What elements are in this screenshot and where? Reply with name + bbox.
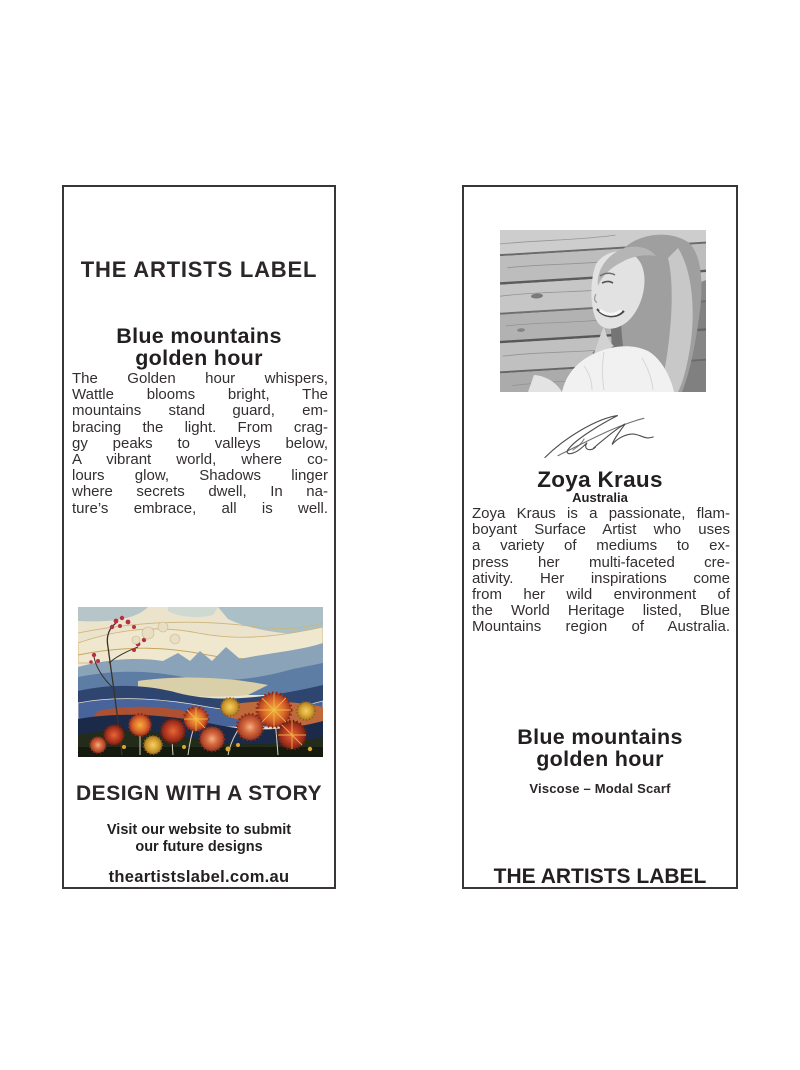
left-tag-panel [62, 185, 336, 889]
material-label: Viscose – Modal Scarf [529, 781, 671, 796]
artwork-svg [78, 607, 323, 757]
tagline: DESIGN WITH A STORY [76, 782, 322, 805]
product-title-line1: Blue mountains [116, 324, 282, 348]
cta-line1: Visit our website to submit [106, 822, 292, 838]
cta-text [64, 822, 334, 856]
poem-line: bracing the light. From crag- [72, 418, 328, 436]
poem-line: The Golden hour whispers, [72, 370, 328, 387]
poem-line: gy peaks to valleys below, [72, 434, 328, 452]
bio-line: a variety of mediums to ex- [472, 537, 730, 555]
brand-header: THE ARTISTS LABEL [80, 257, 318, 282]
bio-line: ativity. Her inspirations come [472, 569, 730, 587]
bio-line: Mountains region of Australia. [472, 618, 730, 636]
poem-line: Wattle blooms bright, The [72, 386, 328, 404]
poem-line: where secrets dwell, In na- [72, 483, 328, 501]
bio-line: Zoya Kraus is a passionate, flam- [472, 505, 730, 522]
poem-line: A vibrant world, where co- [72, 451, 328, 469]
bio-line: the World Heritage listed, Blue [472, 602, 730, 620]
artist-signature-svg [535, 409, 665, 465]
website-url: theartistslabel.com.au [108, 868, 290, 886]
product-title-line1: Blue mountains [517, 725, 683, 749]
artist-country: Australia [572, 490, 628, 505]
product-title-line2: golden hour [135, 346, 263, 370]
poem [72, 371, 328, 517]
bio-line: boyant Surface Artist who uses [472, 521, 730, 539]
poem-line: lours glow, Shadows linger [72, 467, 328, 485]
product-title [64, 325, 334, 369]
artist-photo [500, 230, 706, 392]
bio-line: press her multi-faceted cre- [472, 553, 730, 571]
bio-line: from her wild environment of [472, 586, 730, 604]
artist-signature [535, 409, 665, 465]
poem-line: mountains stand guard, em- [72, 402, 328, 420]
product-title-line2: golden hour [536, 747, 664, 771]
artwork-image [78, 607, 323, 757]
artist-bio [472, 506, 730, 636]
poem-line: ture’s embrace, all is well. [72, 499, 328, 517]
brand-footer: THE ARTISTS LABEL [493, 865, 707, 888]
cta-line2: our future designs [135, 839, 263, 855]
right-tag-panel [462, 185, 738, 889]
product-title [464, 726, 736, 770]
artist-photo-svg [500, 230, 706, 392]
artist-name: Zoya Kraus [537, 467, 663, 492]
